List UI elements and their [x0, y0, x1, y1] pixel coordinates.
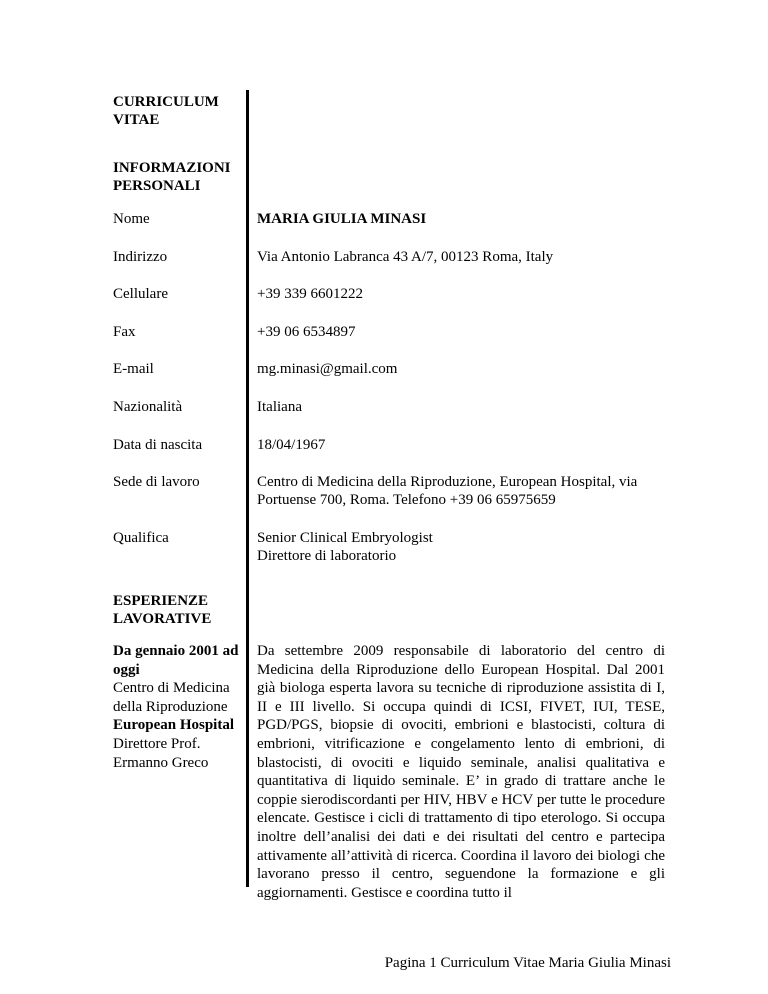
section-personal-heading: INFORMAZIONI PERSONALI — [113, 160, 231, 194]
indirizzo-value: Via Antonio Labranca 43 A/7, 00123 Roma, Italy — [257, 249, 554, 265]
nazionalita-label: Nazionalità — [113, 399, 183, 415]
cv-title: CURRICULUM VITAE — [113, 94, 219, 128]
page-footer: Pagina 1 Curriculum Vitae Maria Giulia Minasi — [384, 955, 671, 971]
column-divider — [246, 90, 249, 887]
nascita-value: 18/04/1967 — [257, 437, 326, 453]
nazionalita-value: Italiana — [257, 399, 302, 415]
experience-meta — [113, 642, 239, 772]
qualifica-line-2: Direttore di laboratorio — [257, 548, 397, 564]
qualifica-label: Qualifica — [113, 530, 169, 546]
nome-value: MARIA GIULIA MINASI — [257, 211, 427, 227]
experience-employer: European Hospital — [113, 717, 235, 734]
qualifica-value — [257, 529, 665, 565]
cellulare-label: Cellulare — [113, 286, 168, 302]
indirizzo-label: Indirizzo — [113, 249, 168, 265]
fax-label: Fax — [113, 324, 136, 340]
experience-description: Da settembre 2009 responsabile di laboratorio del centro di Medicina della Riproduzione dello European Hospital. Dal 2001 già biologa esperta lavora su tecniche di riproduzione assistita di I, II e III livello. Si occupa quindi di ICSI, FIVET, IUI, TESE, PGD/PGS, biopsie di ovociti, embrioni e blastocisti, coltura di embrioni, vitrificazione e congelamento lento di embrioni, di blastocisti, di ovociti e liquido seminale, analisi qualitativa e quantitativa di liquido seminale. E’ in grado di trattare anche le coppie sierodiscordanti per HIV, HBV e HCV per tutte le procedure elencate. Gestisce i cicli di trattamento di tipo eterologo. Si occupa inoltre dell’analisi dei dati e dei risultati del centro e partecipa attivamente all’attività di ricerca. Coordina il lavoro dei biologi che lavorano presso il centro, seguendone la formazione e gli aggiornamenti. Gestisce e coordina tutto il — [257, 643, 665, 901]
cellulare-value: +39 339 6601222 — [257, 286, 363, 302]
email-value: mg.minasi@gmail.com — [257, 361, 398, 377]
sede-value — [257, 473, 665, 509]
email-label: E-mail — [113, 361, 154, 377]
experience-period: Da gennaio 2001 ad oggi — [113, 643, 239, 678]
qualifica-line-1: Senior Clinical Embryologist — [257, 530, 433, 546]
experience-place: Centro di Medicina della Riproduzione — [113, 680, 230, 715]
section-experience-heading: ESPERIENZE LAVORATIVE — [113, 593, 212, 627]
nascita-label: Data di nascita — [113, 437, 203, 453]
sede-line-1: Centro di Medicina della Riproduzione, European Hospital, via — [257, 474, 638, 490]
sede-label: Sede di lavoro — [113, 474, 200, 490]
fax-value: +39 06 6534897 — [257, 324, 356, 340]
nome-label: Nome — [113, 211, 150, 227]
sede-line-2: Portuense 700, Roma. Telefono +39 06 65975659 — [257, 492, 556, 508]
experience-director: Direttore Prof. Ermanno Greco — [113, 735, 209, 771]
